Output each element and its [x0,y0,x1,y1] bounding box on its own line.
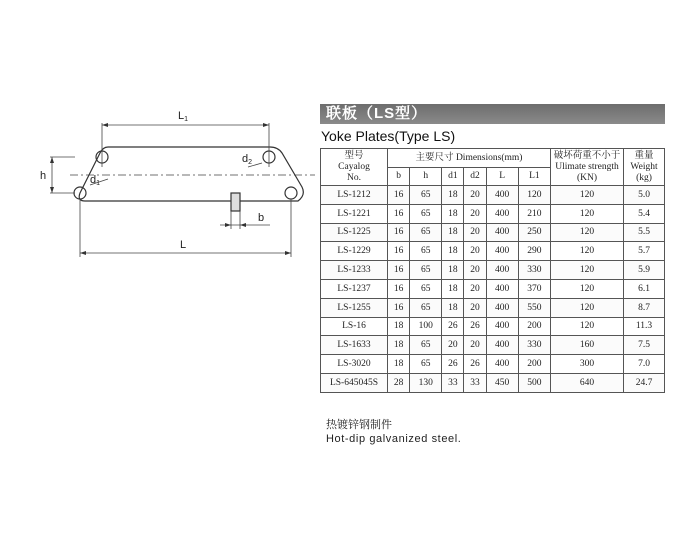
table-cell: LS-1229 [321,242,388,261]
table-cell: 120 [551,261,624,280]
table-cell: LS-1233 [321,261,388,280]
table-cell: 640 [551,373,624,392]
table-cell: 16 [388,279,410,298]
header-strength: 破坏荷重不小于 Ulimate strength (KN) [551,149,624,186]
header-dim-d2: d2 [464,168,486,186]
table-cell: 16 [388,204,410,223]
header-dim-l: L [486,168,518,186]
table-cell: 500 [518,373,550,392]
table-cell: 160 [551,336,624,355]
table-cell: 6.1 [624,279,665,298]
table-cell: 18 [442,279,464,298]
page-subtitle: Yoke Plates(Type LS) [321,128,456,144]
table-cell: 65 [410,279,442,298]
table-cell: 18 [442,298,464,317]
table-cell: 210 [518,204,550,223]
table-cell: 5.0 [624,186,665,205]
table-row [321,355,665,374]
note-cn: 热镀锌钢制件 [326,419,392,431]
label-b: b [258,212,265,224]
table-cell: 120 [551,298,624,317]
table-cell: 16 [388,223,410,242]
header-dim-l1: L1 [518,168,550,186]
table-row [321,298,665,317]
spec-table [320,148,665,393]
header-model: 型号 Cayalog No. [321,149,388,186]
table-cell: 65 [410,204,442,223]
table-cell: 400 [486,242,518,261]
table-cell: 18 [442,186,464,205]
table-cell: LS-1237 [321,279,388,298]
table-cell: 18 [442,223,464,242]
table-cell: 20 [464,298,486,317]
page-title: 联板（LS型） [320,104,665,124]
table-cell: 65 [410,223,442,242]
table-cell: 65 [410,298,442,317]
table-cell: 16 [388,242,410,261]
table-cell: LS-1255 [321,298,388,317]
note-en: Hot-dip galvanized steel. [326,433,462,445]
yoke-plate-drawing [30,105,330,275]
table-cell: 26 [464,355,486,374]
table-cell: 20 [442,336,464,355]
table-cell: 26 [464,317,486,336]
table-cell: 24.7 [624,373,665,392]
table-row [321,223,665,242]
table-cell: 65 [410,186,442,205]
table-cell: 20 [464,223,486,242]
table-cell: 16 [388,186,410,205]
table-row [321,373,665,392]
table-row [321,186,665,205]
table-cell: 5.5 [624,223,665,242]
table-cell: 300 [551,355,624,374]
header-dim-b: b [388,168,410,186]
table-cell: LS-16 [321,317,388,336]
table-cell: 20 [464,261,486,280]
table-cell: 200 [518,317,550,336]
table-cell: LS-645045S [321,373,388,392]
hole-bottom-right [285,187,297,199]
table-row [321,204,665,223]
table-row [321,261,665,280]
table-cell: 18 [442,261,464,280]
table-cell: 290 [518,242,550,261]
table-cell: 330 [518,261,550,280]
table-cell: LS-1212 [321,186,388,205]
table-cell: 400 [486,355,518,374]
table-cell: 7.0 [624,355,665,374]
label-d1: d [90,174,97,186]
table-cell: 65 [410,336,442,355]
table-cell: 7.5 [624,336,665,355]
svg-text:d1: d1 [90,174,101,187]
slot-b [231,193,240,211]
table-cell: 18 [388,336,410,355]
header-dim-h: h [410,168,442,186]
label-d2: d [242,153,249,165]
table-cell: 18 [442,242,464,261]
table-cell: 400 [486,298,518,317]
table-cell: 33 [442,373,464,392]
label-h: h [40,170,47,182]
table-cell: 370 [518,279,550,298]
table-cell: 18 [388,317,410,336]
table-cell: 400 [486,317,518,336]
table-cell: 400 [486,336,518,355]
table-cell: 16 [388,261,410,280]
table-cell: 26 [442,317,464,336]
material-note [326,418,461,446]
table-cell: 65 [410,242,442,261]
table-cell: 120 [551,223,624,242]
plate-outline [79,147,303,201]
header-dim-d1: d1 [442,168,464,186]
table-cell: 65 [410,355,442,374]
table-cell: 120 [551,204,624,223]
table-cell: 8.7 [624,298,665,317]
table-cell: 20 [464,242,486,261]
table-cell: 400 [486,279,518,298]
table-cell: 400 [486,261,518,280]
table-cell: 28 [388,373,410,392]
table-cell: 400 [486,204,518,223]
table-cell: 120 [551,186,624,205]
table-cell: 33 [464,373,486,392]
table-cell: 100 [410,317,442,336]
table-row [321,317,665,336]
table-cell: 550 [518,298,550,317]
table-cell: 5.4 [624,204,665,223]
table-cell: 20 [464,336,486,355]
table-cell: 65 [410,261,442,280]
table-row [321,336,665,355]
table-cell: 200 [518,355,550,374]
table-cell: 400 [486,223,518,242]
table-cell: 120 [518,186,550,205]
table-cell: 18 [388,355,410,374]
table-cell: 120 [551,242,624,261]
table-cell: LS-1221 [321,204,388,223]
header-weight: 重量 Weight (kg) [624,149,665,186]
table-cell: 330 [518,336,550,355]
table-cell: 20 [464,204,486,223]
table-cell: 11.3 [624,317,665,336]
svg-text:L1: L1 [178,110,189,123]
table-row [321,242,665,261]
table-row [321,279,665,298]
table-cell: 120 [551,279,624,298]
header-dimensions: 主要尺寸 Dimensions(mm) [388,149,551,168]
label-L1: L [178,110,185,122]
table-cell: 18 [442,204,464,223]
table-cell: 130 [410,373,442,392]
table-cell: LS-1225 [321,223,388,242]
table-cell: 120 [551,317,624,336]
table-cell: LS-1633 [321,336,388,355]
table-cell: 20 [464,279,486,298]
table-cell: LS-3020 [321,355,388,374]
table-cell: 250 [518,223,550,242]
table-cell: 20 [464,186,486,205]
table-cell: 16 [388,298,410,317]
table-cell: 5.7 [624,242,665,261]
table-cell: 5.9 [624,261,665,280]
table-cell: 450 [486,373,518,392]
table-cell: 26 [442,355,464,374]
table-cell: 400 [486,186,518,205]
label-L: L [180,239,187,251]
svg-text:d2: d2 [242,153,253,166]
